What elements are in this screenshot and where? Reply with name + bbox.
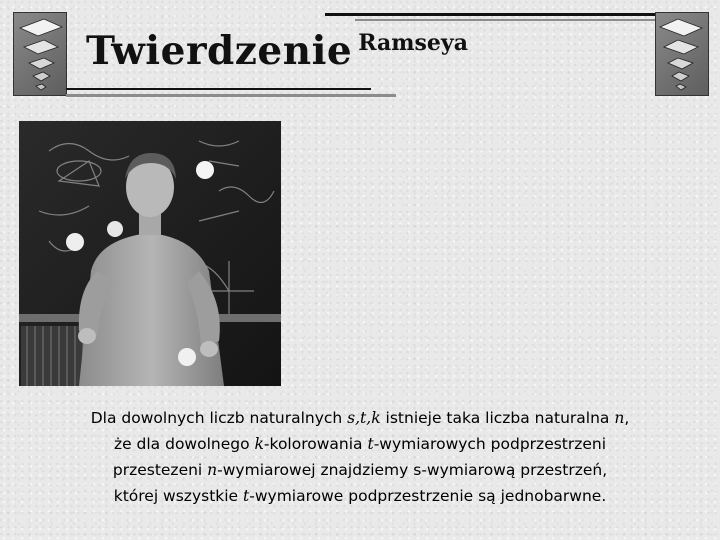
stacked-layers-icon (13, 12, 67, 96)
slide-title (86, 28, 468, 74)
theorem-statement (30, 405, 690, 509)
title-main: Twierdzenie (86, 28, 353, 74)
bottom-rule (66, 88, 371, 90)
title-sub: Ramseya (358, 30, 468, 56)
stacked-layers-icon (655, 12, 709, 96)
caption-line-3: przestezeni n-wymiarowej znajdziemy s-wymiarową przestrzeń, (112, 461, 608, 479)
caption-line-4: której wszystkie t-wymiarowe podprzestrzenie są jednobarwne. (113, 487, 607, 505)
top-rule-thin (355, 19, 655, 21)
top-rule (325, 13, 655, 16)
caption-line-2: że dla dowolnego k-kolorowania t-wymiarowych podprzestrzeni (113, 435, 607, 453)
bottom-rule-thin (66, 94, 396, 97)
photo-juggler (19, 121, 281, 386)
caption-line-1: Dla dowolnych liczb naturalnych s,t,k istnieje taka liczba naturalna n, (90, 409, 630, 427)
